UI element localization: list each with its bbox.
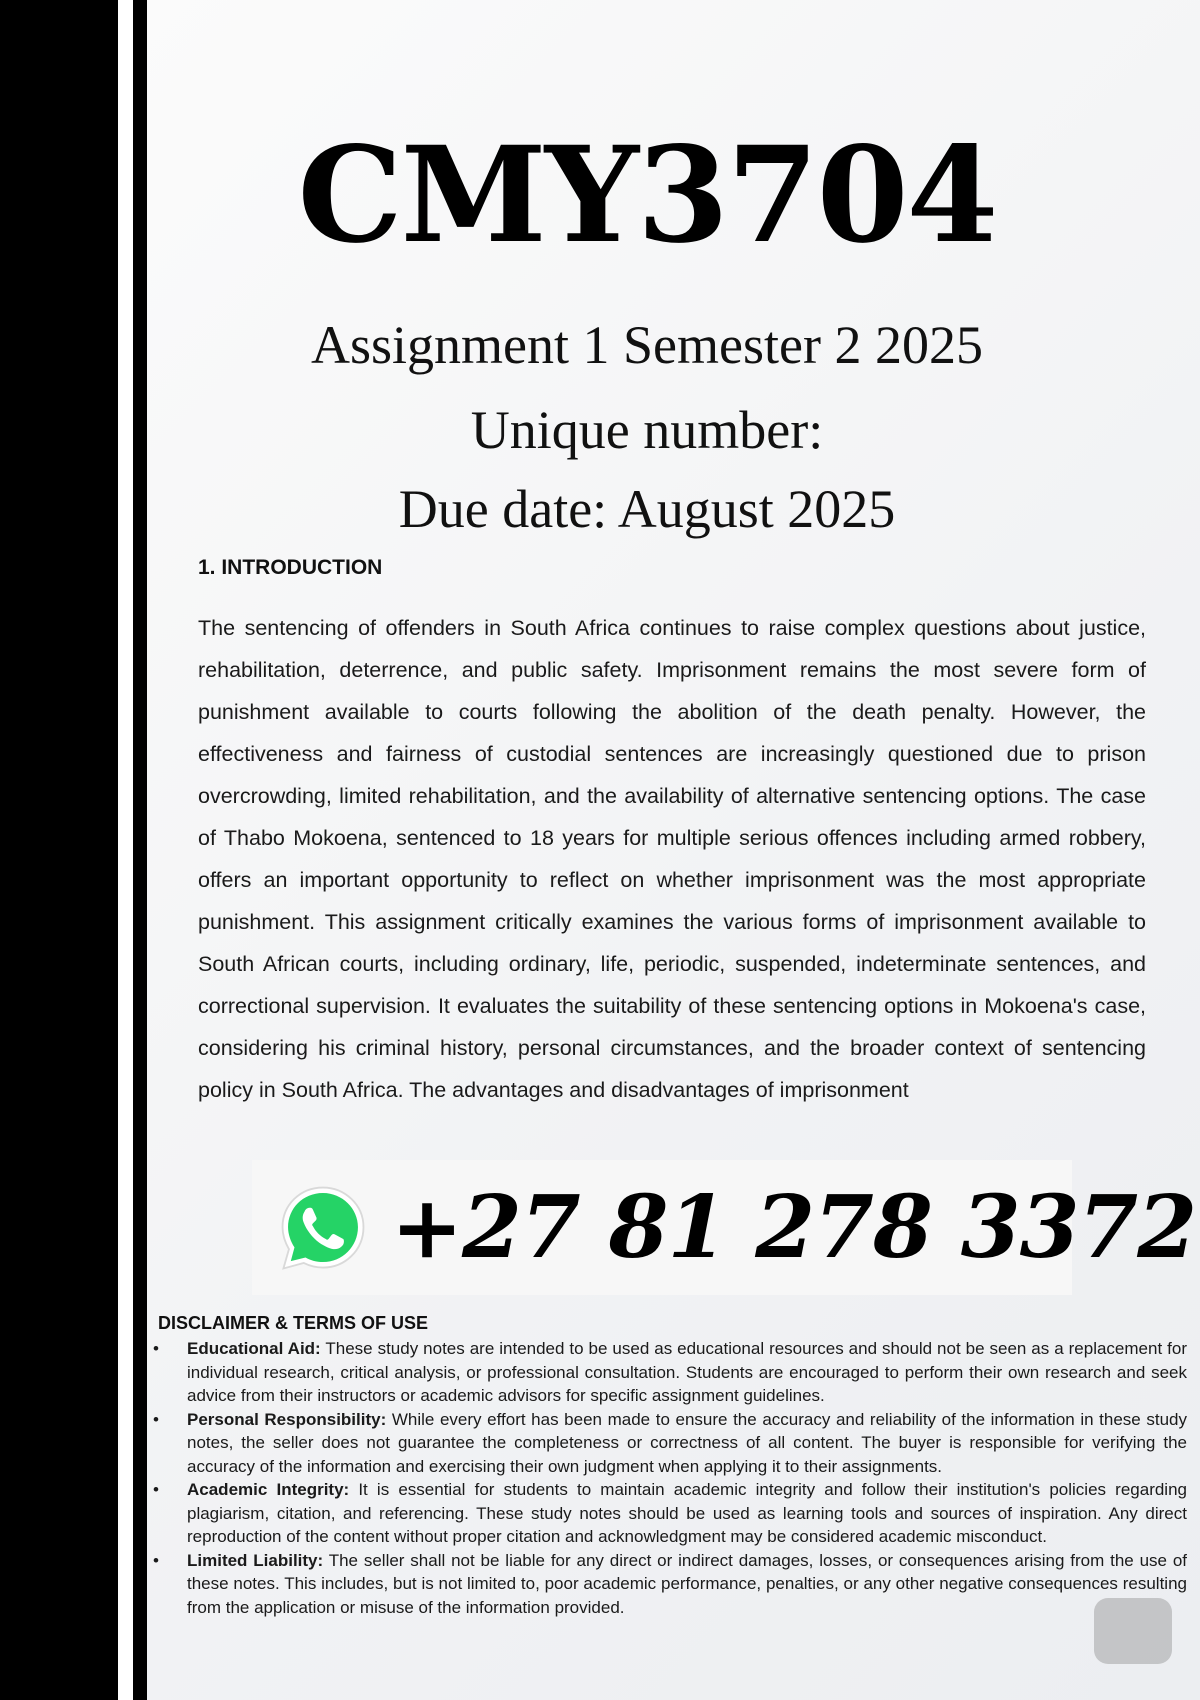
assignment-line: Assignment 1 Semester 2 2025 — [311, 315, 983, 375]
contact-banner — [252, 1160, 1197, 1295]
overlay-corner-badge[interactable] — [1094, 1598, 1172, 1664]
disclaimer-list — [147, 1337, 1187, 1619]
course-code-title: CMY3704 — [297, 118, 997, 273]
unique-number-line: Unique number: — [470, 400, 824, 460]
disclaimer-item — [147, 1478, 1187, 1549]
disclaimer-item — [147, 1337, 1187, 1408]
disclaimer-item-text: It is essential for students to maintain academic integrity and follow their institution's policies regarding plagiarism, citation, and referencing. These study notes should be used as learning tools and sources of inspiration. Any direct reproduction of the content without proper citation and acknowledgment may be considered academic misconduct. — [187, 1480, 1187, 1546]
disclaimer-item-label: Limited Liability: — [187, 1550, 324, 1570]
whatsapp-icon — [277, 1182, 369, 1274]
left-black-rule — [133, 0, 147, 1700]
disclaimer-item-label: Educational Aid: — [187, 1339, 321, 1358]
introduction-heading: 1. INTRODUCTION — [198, 556, 383, 579]
bullet-icon: • — [153, 1550, 159, 1570]
bullet-icon: • — [153, 1339, 159, 1358]
introduction-body: The sentencing of offenders in South Africa continues to raise complex questions about justice, rehabilitation, deterrence, and public safety. Imprisonment remains the most severe form of punishment available to courts following the abolition of the death penalty. However, the effectiveness and fairness of custodial sentences are increasingly questioned due to prison overcrowding, limited rehabilitation, and the availability of alternative sentencing options. The case of Thabo Mokoena, sentenced to 18 years for multiple serious offences including armed robbery, offers an important opportunity to reflect on whether imprisonment was the most appropriate punishment. This assignment critically examines the various forms of imprisonment available to South African courts, including ordinary, life, periodic, suspended, indeterminate sentences, and correctional supervision. It evaluates the suitability of these sentencing options in Mokoena's case, considering his criminal history, personal circumstances, and the broader context of sentencing policy in South Africa. The advantages and disadvantages of imprisonment — [198, 616, 1146, 1102]
left-black-bar — [0, 0, 118, 1700]
phone-number: +27 81 278 3372 — [391, 1177, 1197, 1278]
disclaimer-item-text: While every effort has been made to ensure the accuracy and reliability of the information in these study notes, the seller does not guarantee the completeness or correctness of all content. The buyer is responsible for verifying the accuracy of the information and exercising their own judgment when applying it to their assignments. — [187, 1409, 1187, 1476]
disclaimer-item-text: These study notes are intended to be used as educational resources and should not be seen as a replacement for individual research, critical analysis, or professional consultation. Students are encouraged to perform their own research and seek advice from their instructors or academic advisors for specific assignment guidelines. — [187, 1339, 1187, 1405]
bullet-icon: • — [153, 1409, 159, 1429]
disclaimer-item — [147, 1408, 1187, 1479]
disclaimer-item-label: Personal Responsibility: — [187, 1409, 387, 1429]
due-date-line: Due date: August 2025 — [398, 479, 896, 539]
disclaimer-item-label: Academic Integrity: — [187, 1480, 350, 1499]
disclaimer-heading: DISCLAIMER & TERMS OF USE — [158, 1313, 429, 1333]
disclaimer-item — [147, 1549, 1187, 1620]
bullet-icon: • — [153, 1480, 159, 1499]
disclaimer-item-text: The seller shall not be liable for any direct or indirect damages, losses, or consequences arising from the use of these notes. This includes, but is not limited to, poor academic performance, penalties, or any other negative consequences resulting from the application or misuse of the information provided. — [187, 1550, 1188, 1617]
